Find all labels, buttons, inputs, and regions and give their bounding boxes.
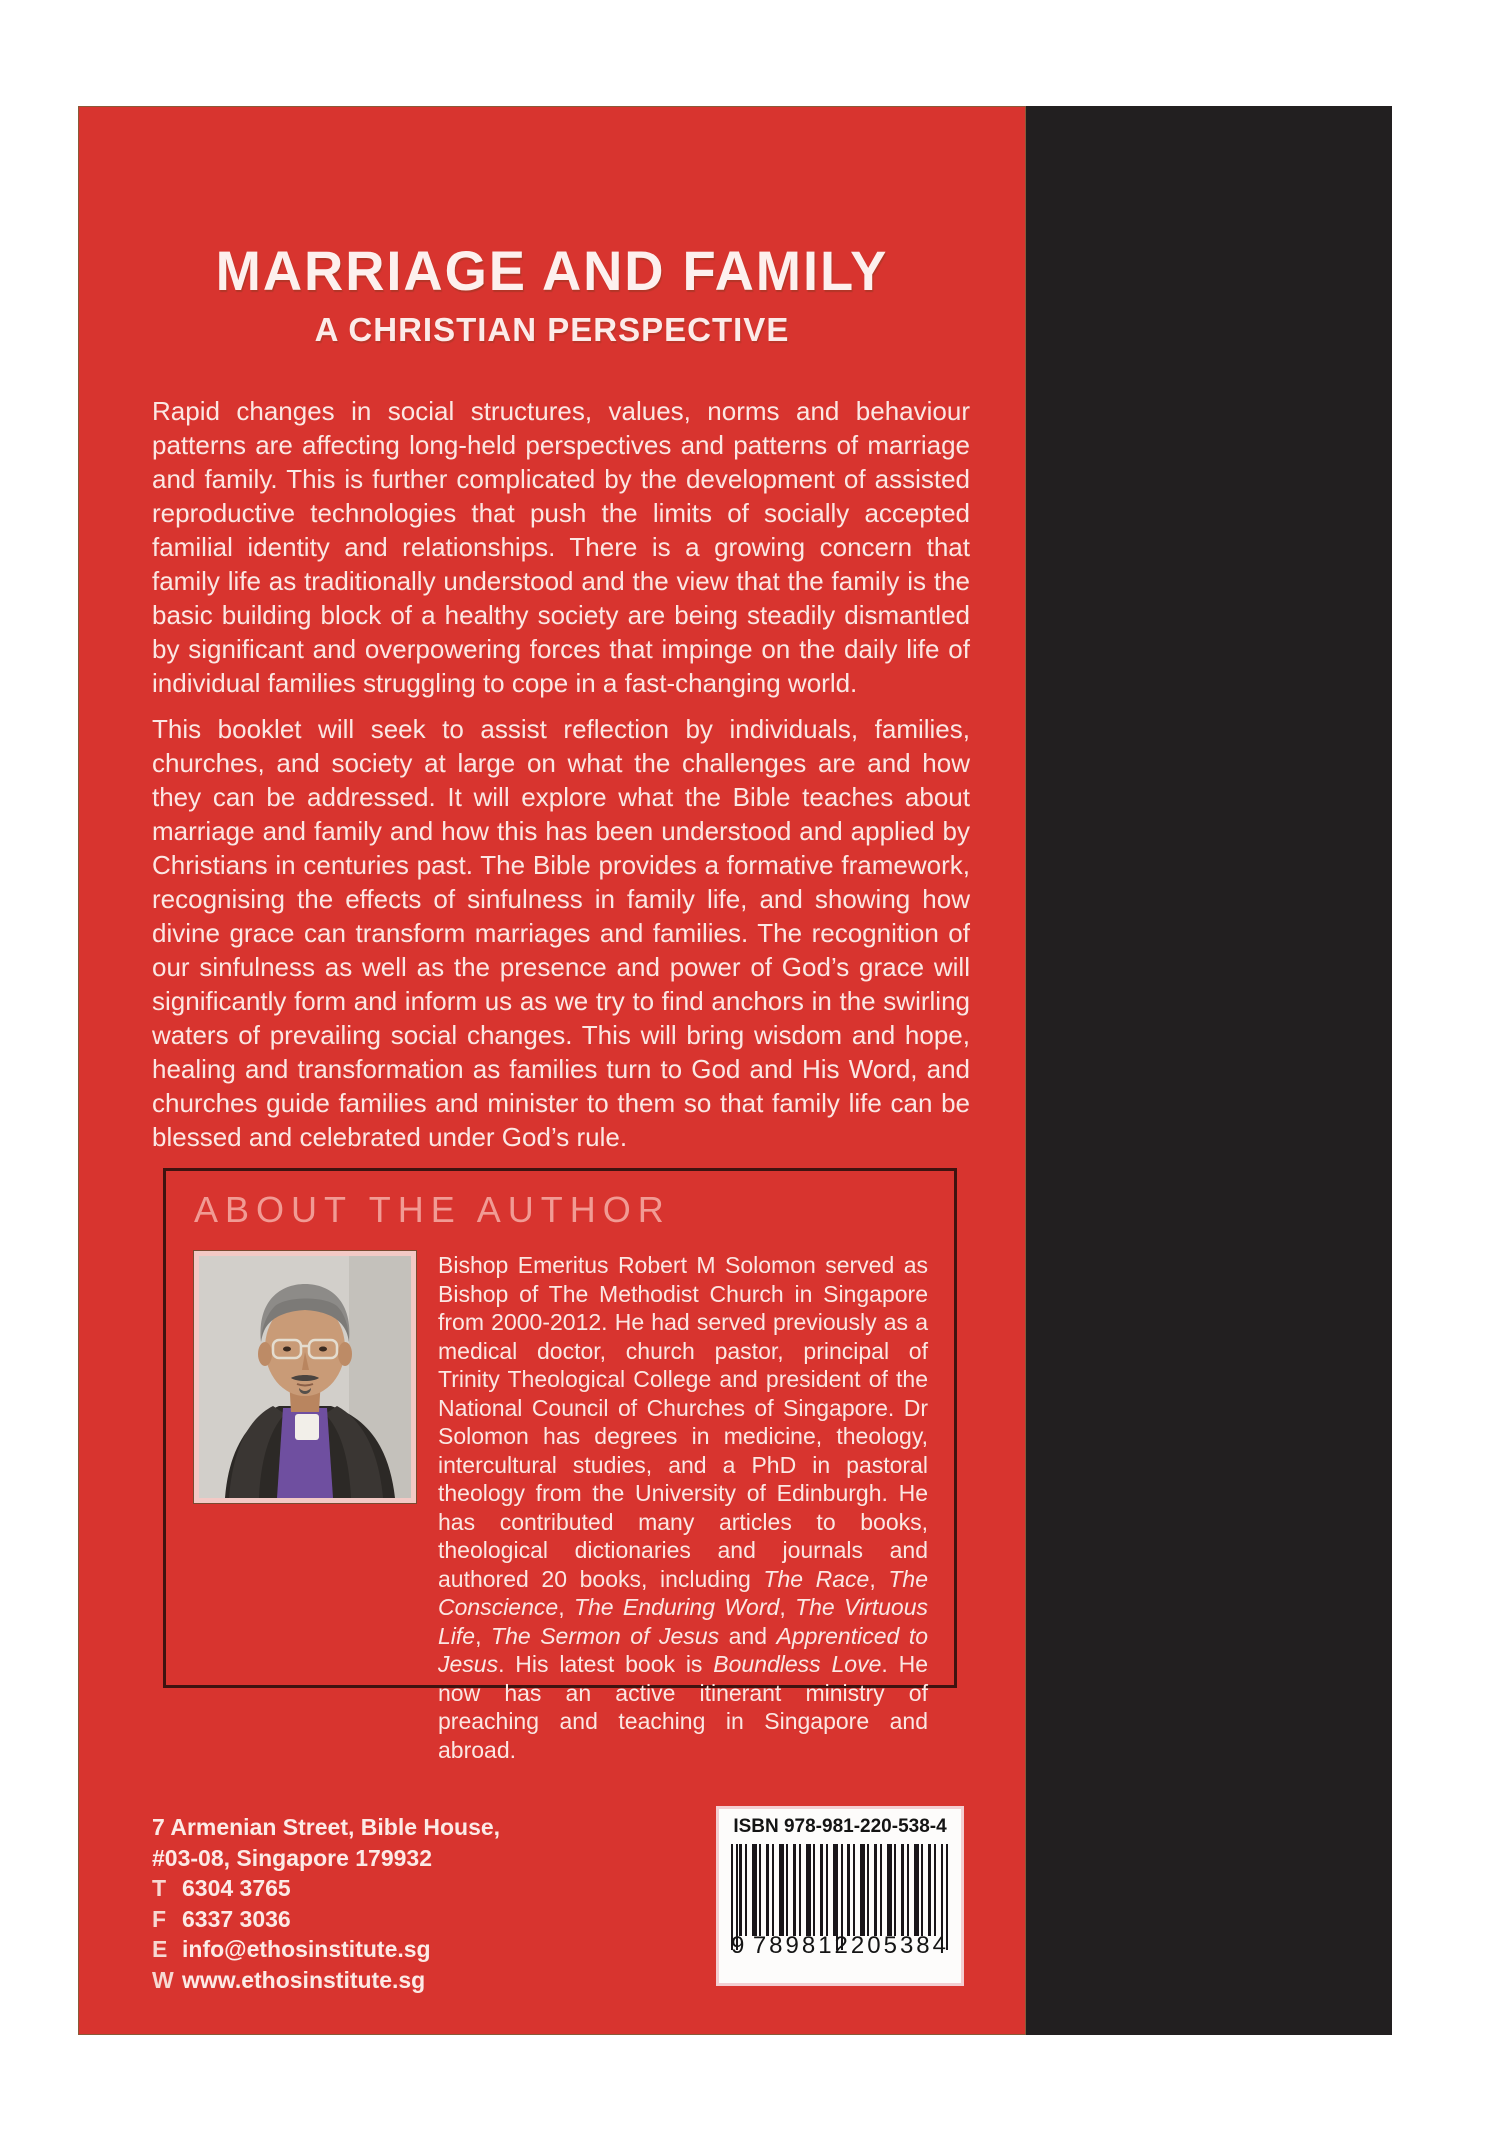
- book-subtitle: A CHRISTIAN PERSPECTIVE: [314, 310, 790, 348]
- cover-red-panel: [78, 106, 1026, 2035]
- contact-value-t: 6304 3765: [182, 1875, 291, 1901]
- book-title: MARRIAGE AND FAMILY: [215, 239, 889, 302]
- barcode-digits: [731, 1932, 949, 1960]
- about-author-content: [194, 1251, 928, 1764]
- contact-row-web: [152, 1965, 500, 1996]
- book-back-cover: [78, 106, 1392, 2035]
- contact-value-e: info@ethosinstitute.sg: [182, 1936, 431, 1962]
- contact-label-f: F: [152, 1905, 167, 1932]
- contact-label-t: T: [152, 1875, 167, 1901]
- contact-label-w: W: [152, 1966, 174, 1993]
- contact-value-f: 6337 3036: [182, 1905, 291, 1932]
- isbn-label: ISBN 978-981-220-538-4: [733, 1816, 947, 1837]
- cover-dark-spine: [1026, 106, 1392, 2035]
- contact-row-email: [152, 1934, 500, 1965]
- address-line-1: 7 Armenian Street, Bible House,: [152, 1814, 501, 1840]
- contact-row-phone: [152, 1873, 500, 1904]
- contact-label-e: E: [152, 1936, 168, 1962]
- barcode: [731, 1844, 949, 1962]
- contact-row-fax: [152, 1904, 500, 1935]
- author-photo: [194, 1251, 416, 1503]
- about-author-box: [163, 1168, 957, 1763]
- about-author-heading: ABOUT THE AUTHOR: [194, 1189, 671, 1230]
- contact-value-w: www.ethosinstitute.sg: [182, 1966, 426, 1993]
- barcode-digit-group-2: 205384: [850, 1932, 949, 1959]
- barcode-digit-left: 9: [731, 1932, 745, 1959]
- title-block: [78, 239, 1026, 349]
- author-bio: Bishop Emeritus Robert M Solomon served as Bishop of The Methodist Church in Singapore from 2000-2012. He had served previously as a medical doctor, church pastor, principal of Trinity Theological College and president of the National Council of Churches of Singapore. Dr Solomon has degrees in medicine, theology, intercultural studies, and a PhD in pastoral theology from the University of Edinburgh. He has contributed many articles to books, theological dictionaries and journals and authored 20 books, including The Race, The Conscience, The Enduring Word, The Virtuous Life, The Sermon of Jesus and Apprenticed to Jesus. His latest book is Boundless Love. He now has an active itinerant ministry of preaching and teaching in Singapore and abroad.: [438, 1252, 929, 1763]
- author-portrait-illustration: [199, 1256, 411, 1498]
- isbn-box: [716, 1806, 964, 1986]
- contact-info: [152, 1812, 500, 1995]
- barcode-digit-group-1: 789812: [752, 1932, 851, 1959]
- synopsis-paragraph-1: Rapid changes in social structures, values, norms and behaviour patterns are affecting long-held perspectives and patterns of marriage and family. This is further complicated by the development of assisted reproductive technologies that push the limits of socially accepted familial identity and relationships. There is a growing concern that family life as traditionally understood and the view that the family is the basic building block of a healthy society are being steadily dismantled by significant and overpowering forces that impinge on the daily life of individual families struggling to cope in a fast-changing world.: [152, 396, 970, 698]
- address-line-2: #03-08, Singapore 179932: [152, 1844, 432, 1871]
- synopsis-paragraph-2: This booklet will seek to assist reflection by individuals, families, churches, and society at large on what the challenges are and how they can be addressed. It will explore what the Bible teaches about marriage and family and how this has been understood and applied by Christians in centuries past. The Bible provides a formative framework, recognising the effects of sinfulness in family life, and showing how divine grace can transform marriages and families. The recognition of our sinfulness as well as the presence and power of God’s grace will significantly form and inform us as we try to find anchors in the swirling waters of prevailing social changes. This will bring wisdom and hope, healing and transformation as families turn to God and His Word, and churches guide families and minister to them so that family life can be blessed and celebrated under God’s rule.: [152, 714, 970, 1152]
